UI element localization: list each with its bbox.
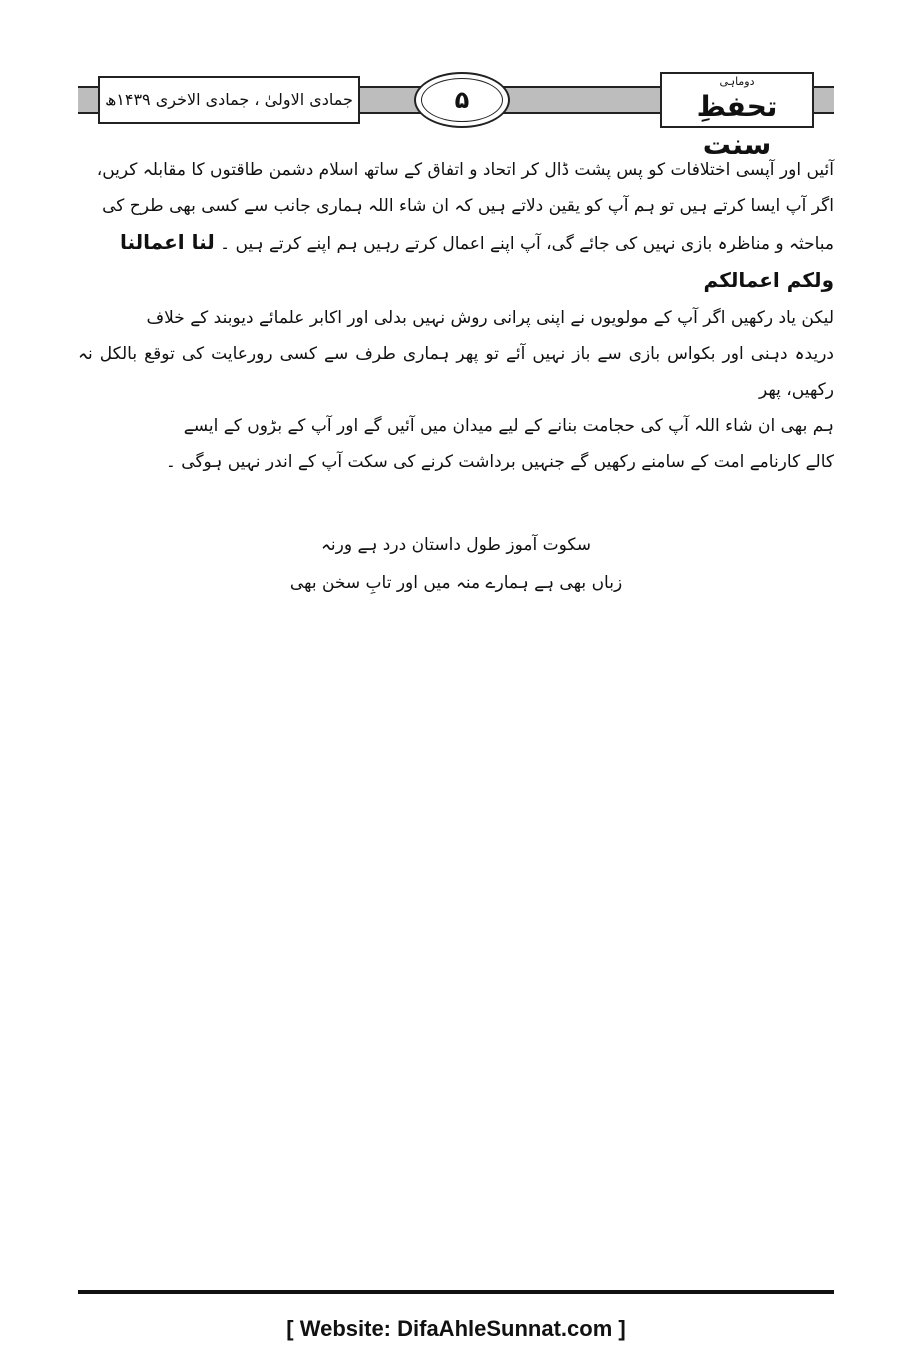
quran-quote-2: ولکم اعمالکم	[703, 268, 834, 292]
page-number-text: ۵	[454, 86, 470, 114]
text-line-content: مباحثہ و مناظرہ بازی نہیں کی جائے گی، آپ اپنے اعمال کرتے رہیں ہم اپنے کرتے ہیں ۔	[220, 234, 834, 254]
article-body	[78, 152, 834, 480]
text-line	[78, 224, 834, 262]
paragraph-2	[78, 300, 834, 480]
quran-quote-1: لنا اعمالنا	[119, 230, 215, 254]
text-line: ہم بھی ان شاء اللہ آپ کی حجامت بنانے کے لیے میدان میں آئیں گے اور آپ کے بڑوں کے ایسے	[183, 416, 834, 436]
paragraph-1	[78, 152, 834, 300]
website-link[interactable]: [ Website: DifaAhleSunnat.com ]	[286, 1316, 626, 1341]
page-header	[78, 72, 834, 161]
poetry-verse-2: زباں بھی ہے ہمارے منہ میں اور تابِ سخن بھی	[289, 573, 623, 593]
text-line: آئیں اور آپسی اختلافات کو پس پشت ڈال کر اتحاد و اتفاق کے ساتھ اسلام دشمن طاقتوں کا مقابلہ کریں،	[96, 160, 834, 180]
text-line: دریدہ دہنی اور بکواس بازی سے باز نہیں آئے تو پھر ہماری طرف سے کسی رورعایت کی توقع بالکل نہ رکھیں، پھر	[78, 344, 834, 400]
footer-divider	[78, 1290, 834, 1294]
page-number	[414, 72, 510, 128]
magazine-frequency: دوماہی	[719, 75, 755, 88]
poetry-verse-1: سکوت آموز طول داستان درد ہے ورنہ	[320, 535, 592, 555]
magazine-name: تحفظِ سنت	[696, 90, 778, 161]
issue-date: جمادی الاولیٰ ، جمادی الاخری ۱۴۳۹ھ	[98, 76, 360, 124]
text-line	[78, 262, 834, 300]
magazine-title	[660, 72, 814, 161]
text-line: اگر آپ ایسا کرتے ہیں تو ہم آپ کو یقین دلاتے ہیں کہ ان شاء اللہ ہماری جانب سے کسی بھی طرح کی	[102, 196, 834, 216]
text-line: لیکن یاد رکھیں اگر آپ کے مولویوں نے اپنی پرانی روش نہیں بدلی اور اکابر علمائے دیوبند کے خلاف	[146, 308, 834, 328]
text-line: کالے کارنامے امت کے سامنے رکھیں گے جنہیں برداشت کرنے کی سکت آپ کے اندر نہیں ہوگی ۔	[165, 452, 834, 472]
